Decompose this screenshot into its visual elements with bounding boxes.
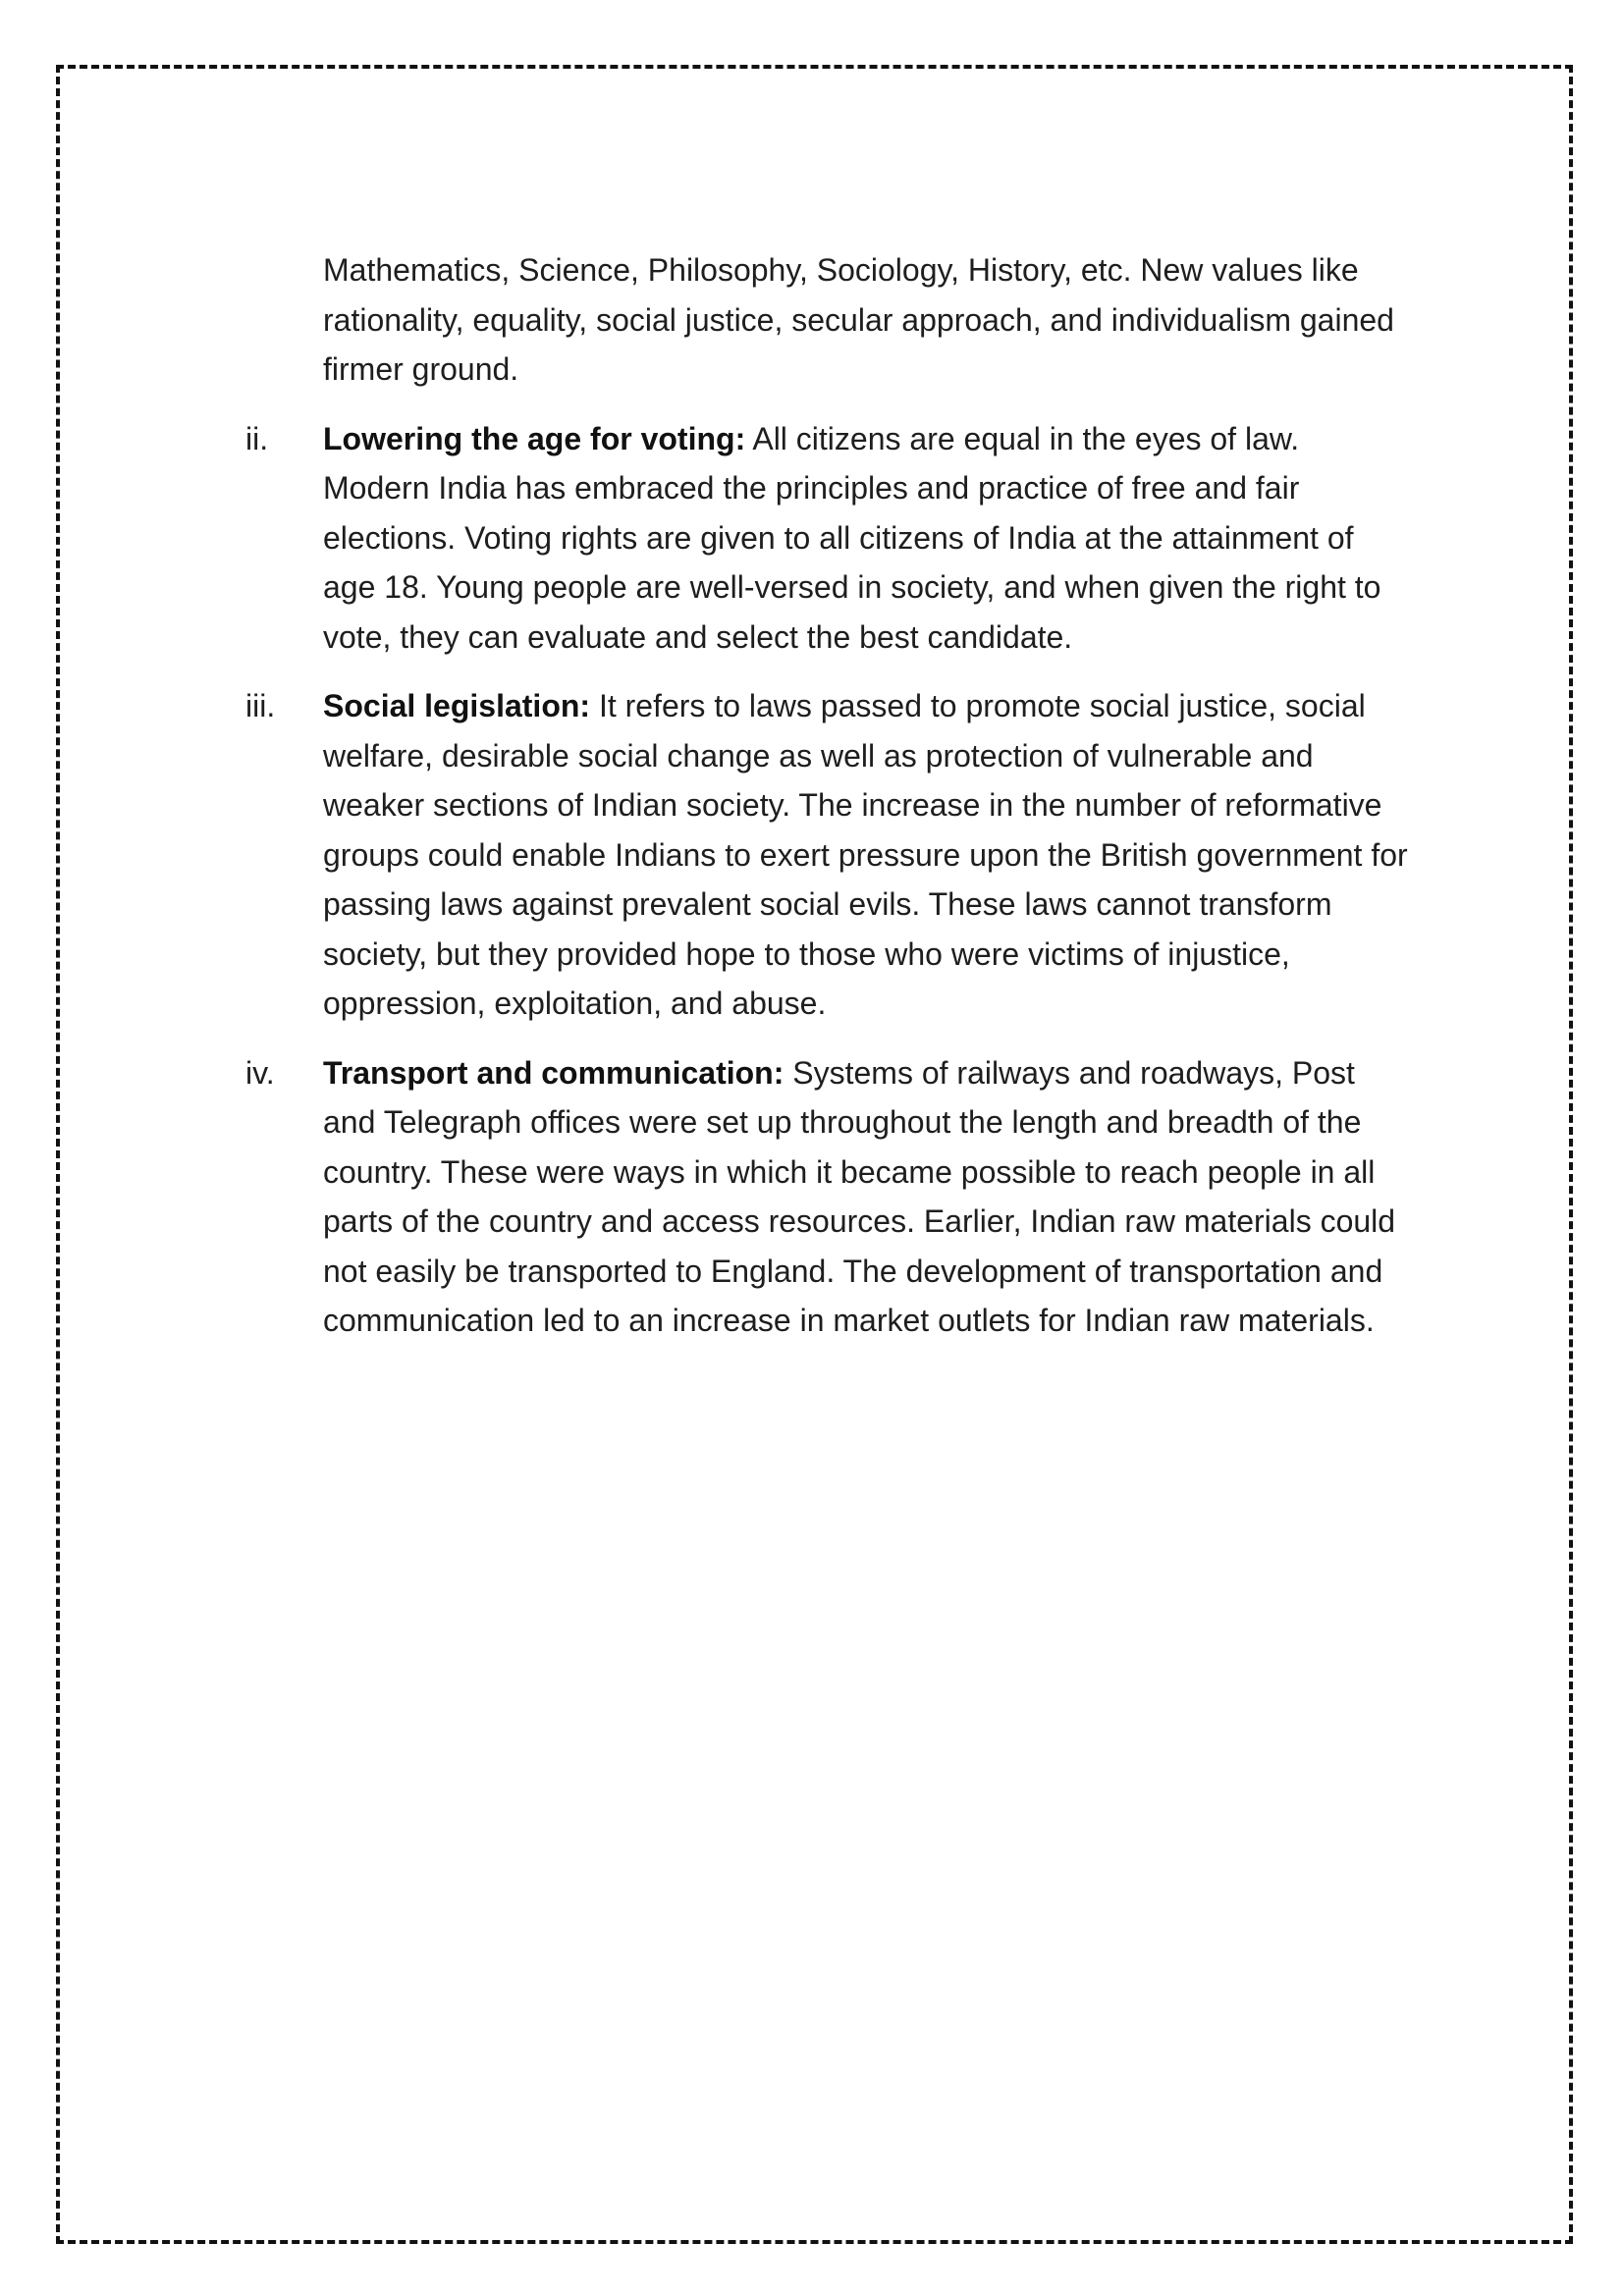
document-content	[245, 245, 1414, 1365]
list-item-transport-communication	[245, 1048, 1414, 1346]
list-item-heading: Lowering the age for voting:	[323, 420, 746, 456]
list-item-heading: Transport and communication:	[323, 1054, 784, 1091]
list-item-body	[323, 414, 1414, 663]
list-item-social-legislation	[245, 681, 1414, 1029]
list-marker: ii.	[245, 420, 269, 456]
intro-paragraph: Mathematics, Science, Philosophy, Sociology, History, etc. New values like rationality, equality, social justice, secular approach, and individualism gained firmer ground.	[323, 252, 1394, 387]
list-item-heading: Social legislation:	[323, 688, 591, 723]
list-marker: iv.	[245, 1054, 275, 1091]
list-item-voting-age	[245, 414, 1414, 663]
list-item-text: All citizens are equal in the eyes of law. Modern India has embraced the principles and practice of free and fair elections. Voting rights are given to all citizens of India at the attainment of age 18. Young people are well-versed in society, and when given the right to vote, they can evaluate and select the best candidate.	[323, 420, 1381, 655]
list-item-body	[323, 1048, 1414, 1346]
list-item-text: It refers to laws passed to promote social justice, social welfare, desirable social change as well as protection of vulnerable and weaker sections of Indian society. The increase in the number of reformative groups could enable Indians to exert pressure upon the British government for passing laws against prevalent social evils. These laws cannot transform society, but they provided hope to those who were victims of injustice, oppression, exploitation, and abuse.	[323, 688, 1408, 1021]
list-item-body	[323, 681, 1414, 1029]
list-marker: iii.	[245, 688, 276, 723]
list-item-text: Systems of railways and roadways, Post and Telegraph offices were set up throughout the length and breadth of the country. These were ways in which it became possible to reach people in all parts of the country and access resources. Earlier, Indian raw materials could not easily be transported to England. The development of transportation and communication led to an increase in market outlets for Indian raw materials.	[323, 1054, 1396, 1338]
